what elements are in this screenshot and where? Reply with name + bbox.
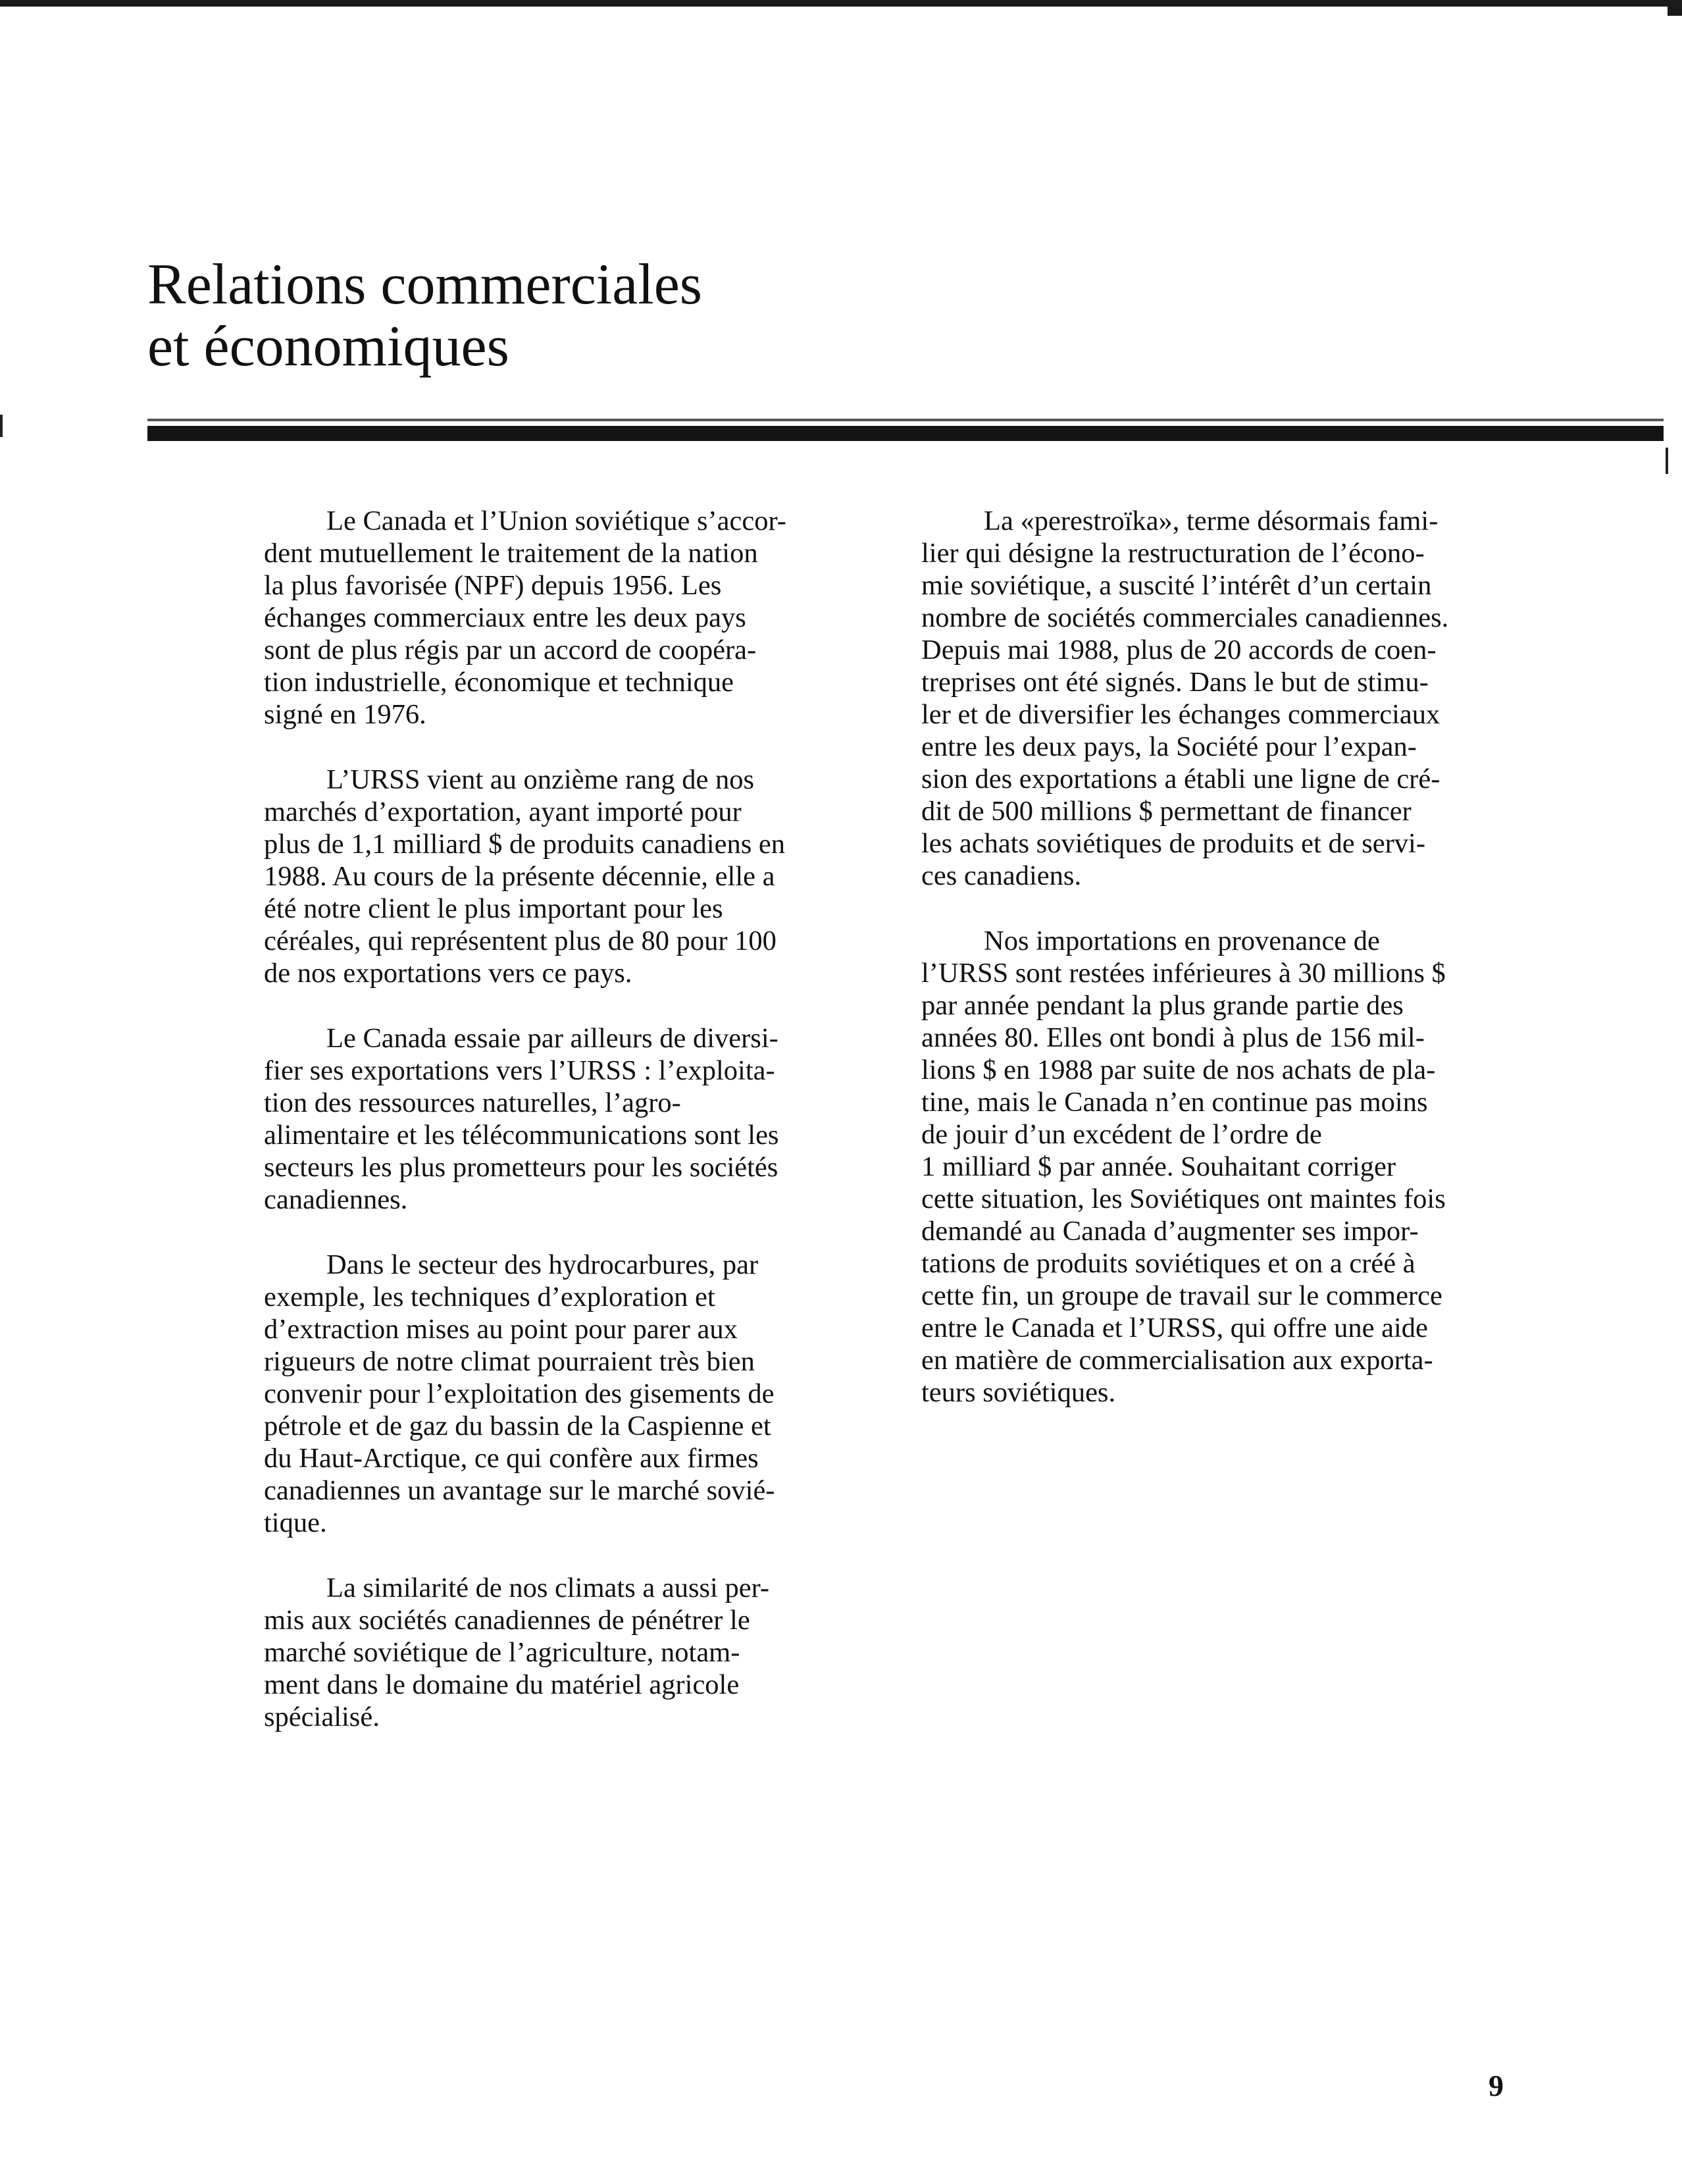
paragraph: [921, 925, 1514, 1409]
page-title-line-1: Relations commerciales: [147, 253, 703, 317]
paragraph-line: cette fin, un groupe de travail sur le commerce: [921, 1280, 1442, 1311]
paragraph-line: marché soviétique de l’agriculture, notam-: [264, 1637, 740, 1668]
paragraph-line: canadiennes un avantage sur le marché sovié-: [264, 1475, 775, 1506]
paragraph-line: tique.: [264, 1507, 327, 1538]
paragraph-line: ler et de diversifier les échanges commerciaux: [921, 699, 1440, 730]
paragraph-line: lier qui désigne la restructuration de l’écono-: [921, 538, 1425, 569]
paragraph-line: Le Canada et l’Union soviétique s’accor-: [326, 506, 786, 536]
paragraph-line: spécialisé.: [264, 1702, 380, 1732]
scan-mark-right: [1666, 448, 1668, 474]
paragraph-line: mie soviétique, a suscité l’intérêt d’un certain: [921, 570, 1432, 601]
paragraph-line: entre le Canada et l’URSS, qui offre une aide: [921, 1313, 1428, 1343]
scan-border-top: [0, 0, 1682, 7]
paragraph-line: convenir pour l’exploitation des gisements de: [264, 1378, 775, 1409]
section-rule-thin: [147, 419, 1664, 421]
paragraph: [264, 1022, 876, 1216]
paragraph-line: lions $ en 1988 par suite de nos achats de pla-: [921, 1054, 1436, 1085]
paragraph-line: ces canadiens.: [921, 860, 1082, 891]
paragraph-line: ment dans le domaine du matériel agricole: [264, 1669, 740, 1700]
paragraph-line: exemple, les techniques d’exploration et: [264, 1282, 715, 1313]
left-column: [264, 505, 876, 1766]
paragraph-line: années 80. Elles ont bondi à plus de 156 mil-: [921, 1022, 1425, 1053]
paragraph-line: tations de produits soviétiques et on a créé à: [921, 1248, 1415, 1279]
paragraph-line: Le Canada essaie par ailleurs de diversi-: [326, 1023, 778, 1054]
paragraph-line: pétrole et de gaz du bassin de la Caspienne et: [264, 1411, 771, 1442]
paragraph-line: L’URSS vient au onzième rang de nos: [326, 764, 754, 795]
paragraph-line: tine, mais le Canada n’en continue pas moins: [921, 1087, 1428, 1118]
paragraph-line: mis aux sociétés canadiennes de pénétrer le: [264, 1605, 750, 1636]
paragraph-line: nombre de sociétés commerciales canadiennes.: [921, 602, 1449, 633]
paragraph-line: rigueurs de notre climat pourraient très bien: [264, 1346, 755, 1377]
paragraph-line: en matière de commercialisation aux exporta-: [921, 1345, 1433, 1376]
paragraph: [264, 764, 876, 989]
page-title-line-2: et économiques: [147, 315, 509, 378]
paragraph-line: teurs soviétiques.: [921, 1377, 1116, 1408]
scan-mark-left: [0, 415, 3, 437]
page-number: 9: [1489, 2069, 1504, 2102]
paragraph-line: La similarité de nos climats a aussi per-: [326, 1573, 770, 1603]
paragraph-line: la plus favorisée (NPF) depuis 1956. Les: [264, 570, 722, 601]
paragraph-line: sion des exportations a établi une ligne de cré-: [921, 764, 1440, 794]
paragraph-line: canadiennes.: [264, 1184, 408, 1215]
paragraph-line: Depuis mai 1988, plus de 20 accords de coen-: [921, 635, 1437, 665]
paragraph-line: treprises ont été signés. Dans le but de stimu-: [921, 667, 1429, 698]
paragraph-line: marchés d’exportation, ayant importé pour: [264, 796, 742, 827]
paragraph-line: secteurs les plus prometteurs pour les sociétés: [264, 1152, 778, 1183]
paragraph-line: plus de 1,1 milliard $ de produits canadiens en: [264, 829, 785, 860]
paragraph-line: les achats soviétiques de produits et de servi-: [921, 828, 1425, 859]
page-title: [147, 254, 871, 378]
paragraph-line: de nos exportations vers ce pays.: [264, 958, 632, 989]
paragraph-line: Dans le secteur des hydrocarbures, par: [326, 1249, 759, 1280]
paragraph: [264, 1572, 876, 1733]
paragraph-line: du Haut-Arctique, ce qui confère aux firmes: [264, 1443, 759, 1474]
paragraph-line: sont de plus régis par un accord de coopéra-: [264, 635, 757, 665]
paragraph-line: entre les deux pays, la Société pour l’expan-: [921, 731, 1417, 762]
paragraph: [264, 1249, 876, 1539]
paragraph-line: fier ses exportations vers l’URSS : l’exploita-: [264, 1055, 775, 1086]
paragraph-line: cette situation, les Soviétiques ont maintes fois: [921, 1183, 1446, 1214]
paragraph-line: 1 milliard $ par année. Souhaitant corriger: [921, 1151, 1396, 1182]
paragraph-line: par année pendant la plus grande partie des: [921, 990, 1404, 1021]
paragraph-line: été notre client le plus important pour les: [264, 893, 723, 924]
right-column: [921, 505, 1514, 1442]
paragraph-line: échanges commerciaux entre les deux pays: [264, 602, 746, 633]
scan-border-corner: [1668, 0, 1682, 16]
paragraph: [264, 505, 876, 731]
paragraph-line: céréales, qui représentent plus de 80 pour 100: [264, 925, 777, 956]
paragraph-line: La «perestroïka», terme désormais fami-: [984, 506, 1439, 536]
paragraph-line: l’URSS sont restées inférieures à 30 millions $: [921, 958, 1446, 989]
paragraph-line: 1988. Au cours de la présente décennie, elle a: [264, 861, 775, 892]
paragraph-line: demandé au Canada d’augmenter ses impor-: [921, 1216, 1419, 1247]
paragraph-line: tion industrielle, économique et technique: [264, 667, 734, 698]
paragraph-line: dent mutuellement le traitement de la nation: [264, 538, 758, 569]
paragraph-line: dit de 500 millions $ permettant de financer: [921, 796, 1412, 827]
paragraph: [921, 505, 1514, 892]
paragraph-line: d’extraction mises au point pour parer aux: [264, 1314, 738, 1345]
paragraph-line: de jouir d’un excédent de l’ordre de: [921, 1119, 1322, 1150]
section-rule: [147, 426, 1664, 441]
paragraph-line: alimentaire et les télécommunications sont les: [264, 1120, 779, 1151]
paragraph-line: Nos importations en provenance de: [984, 925, 1380, 956]
paragraph-line: signé en 1976.: [264, 699, 426, 730]
paragraph-line: tion des ressources naturelles, l’agro-: [264, 1087, 681, 1118]
